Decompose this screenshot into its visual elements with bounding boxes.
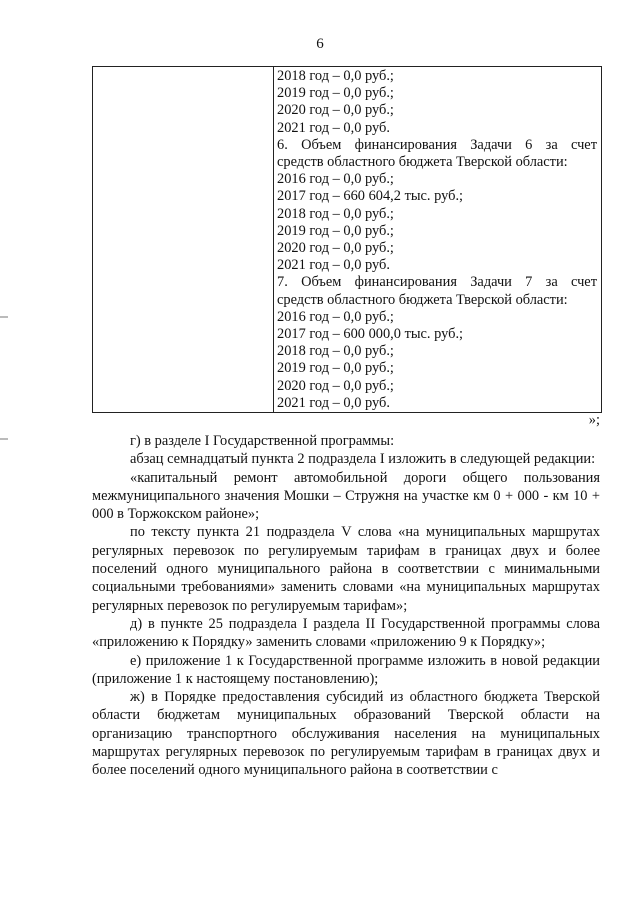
table-line: 2018 год – 0,0 руб.; <box>277 68 394 84</box>
table-line: 2018 год – 0,0 руб.; <box>277 343 394 360</box>
binding-hole-mark <box>0 312 10 322</box>
paragraph: д) в пункте 25 подраздела I раздела II Государственной программы слова «приложению к Порядку» заменить словами «приложению 9 к Порядку»; <box>92 615 600 651</box>
table-line: средств областного бюджета Тверской области: <box>277 154 568 171</box>
paragraph: г) в разделе I Государственной программы: <box>130 433 395 449</box>
table-line: 2018 год – 0,0 руб.; <box>277 205 394 222</box>
table-line: 2021 год – 0,0 руб. <box>277 257 390 274</box>
table-line: 6. Объем финансирования Задачи 6 за счет <box>277 136 597 153</box>
table-line: 2019 год – 0,0 руб.; <box>277 360 394 377</box>
table-line: 2020 год – 0,0 руб.; <box>277 377 394 394</box>
table-line: 2017 год – 660 604,2 тыс. руб.; <box>277 188 464 205</box>
table-line: 2021 год – 0,0 руб. <box>277 119 390 136</box>
table-line: 2019 год – 0,0 руб.; <box>277 85 394 102</box>
paragraph: по тексту пункта 21 подраздела V слова «на муниципальных маршрутах регулярных перевозок по регулируемым тарифам в границах двух и более поселений одного муниципального района в соответствии с минимальными социальными требованиями» заменить словами «на муниципальных маршрутах регулярных перевозок по регулируемым тарифам»; <box>92 524 600 614</box>
closing-quote: »; <box>588 412 600 428</box>
table-column-divider <box>273 67 274 412</box>
page-number: 6 <box>316 36 324 52</box>
table-line: 7. Объем финансирования Задачи 7 за счет <box>277 274 597 291</box>
table-line: 2020 год – 0,0 руб.; <box>277 240 394 257</box>
table-line: средств областного бюджета Тверской области: <box>277 291 568 308</box>
paragraph: ж) в Порядке предоставления субсидий из областного бюджета Тверской области бюджетам муниципальных образований Тверской области на организацию транспортного обслуживания населения на муниципальных маршрутах регулярных перевозок по регулируемым тарифам в границах двух и более поселений одного муниципального района в соответствии с <box>92 689 600 779</box>
table-line: 2016 год – 0,0 руб.; <box>277 308 394 325</box>
paragraph: «капитальный ремонт автомобильной дороги общего пользования межмуниципального значения Мошки – Стружня на участке км 0 + 000 - км 10 + 000 в Торжокском районе»; <box>92 469 600 523</box>
financing-table <box>92 66 602 413</box>
table-line: 2019 год – 0,0 руб.; <box>277 222 394 239</box>
binding-hole-mark <box>0 434 10 444</box>
financing-cell <box>277 68 597 412</box>
table-line: 2016 год – 0,0 руб.; <box>277 171 394 188</box>
table-line: 2017 год – 600 000,0 тыс. руб.; <box>277 326 464 343</box>
table-line: 2021 год – 0,0 руб. <box>277 394 390 411</box>
document-body <box>92 432 600 780</box>
paragraph: е) приложение 1 к Государственной программе изложить в новой редакции (приложение 1 к настоящему постановлению); <box>92 652 600 687</box>
paragraph: абзац семнадцатый пункта 2 подраздела I изложить в следующей редакции: <box>130 451 596 468</box>
table-line: 2020 год – 0,0 руб.; <box>277 102 394 119</box>
